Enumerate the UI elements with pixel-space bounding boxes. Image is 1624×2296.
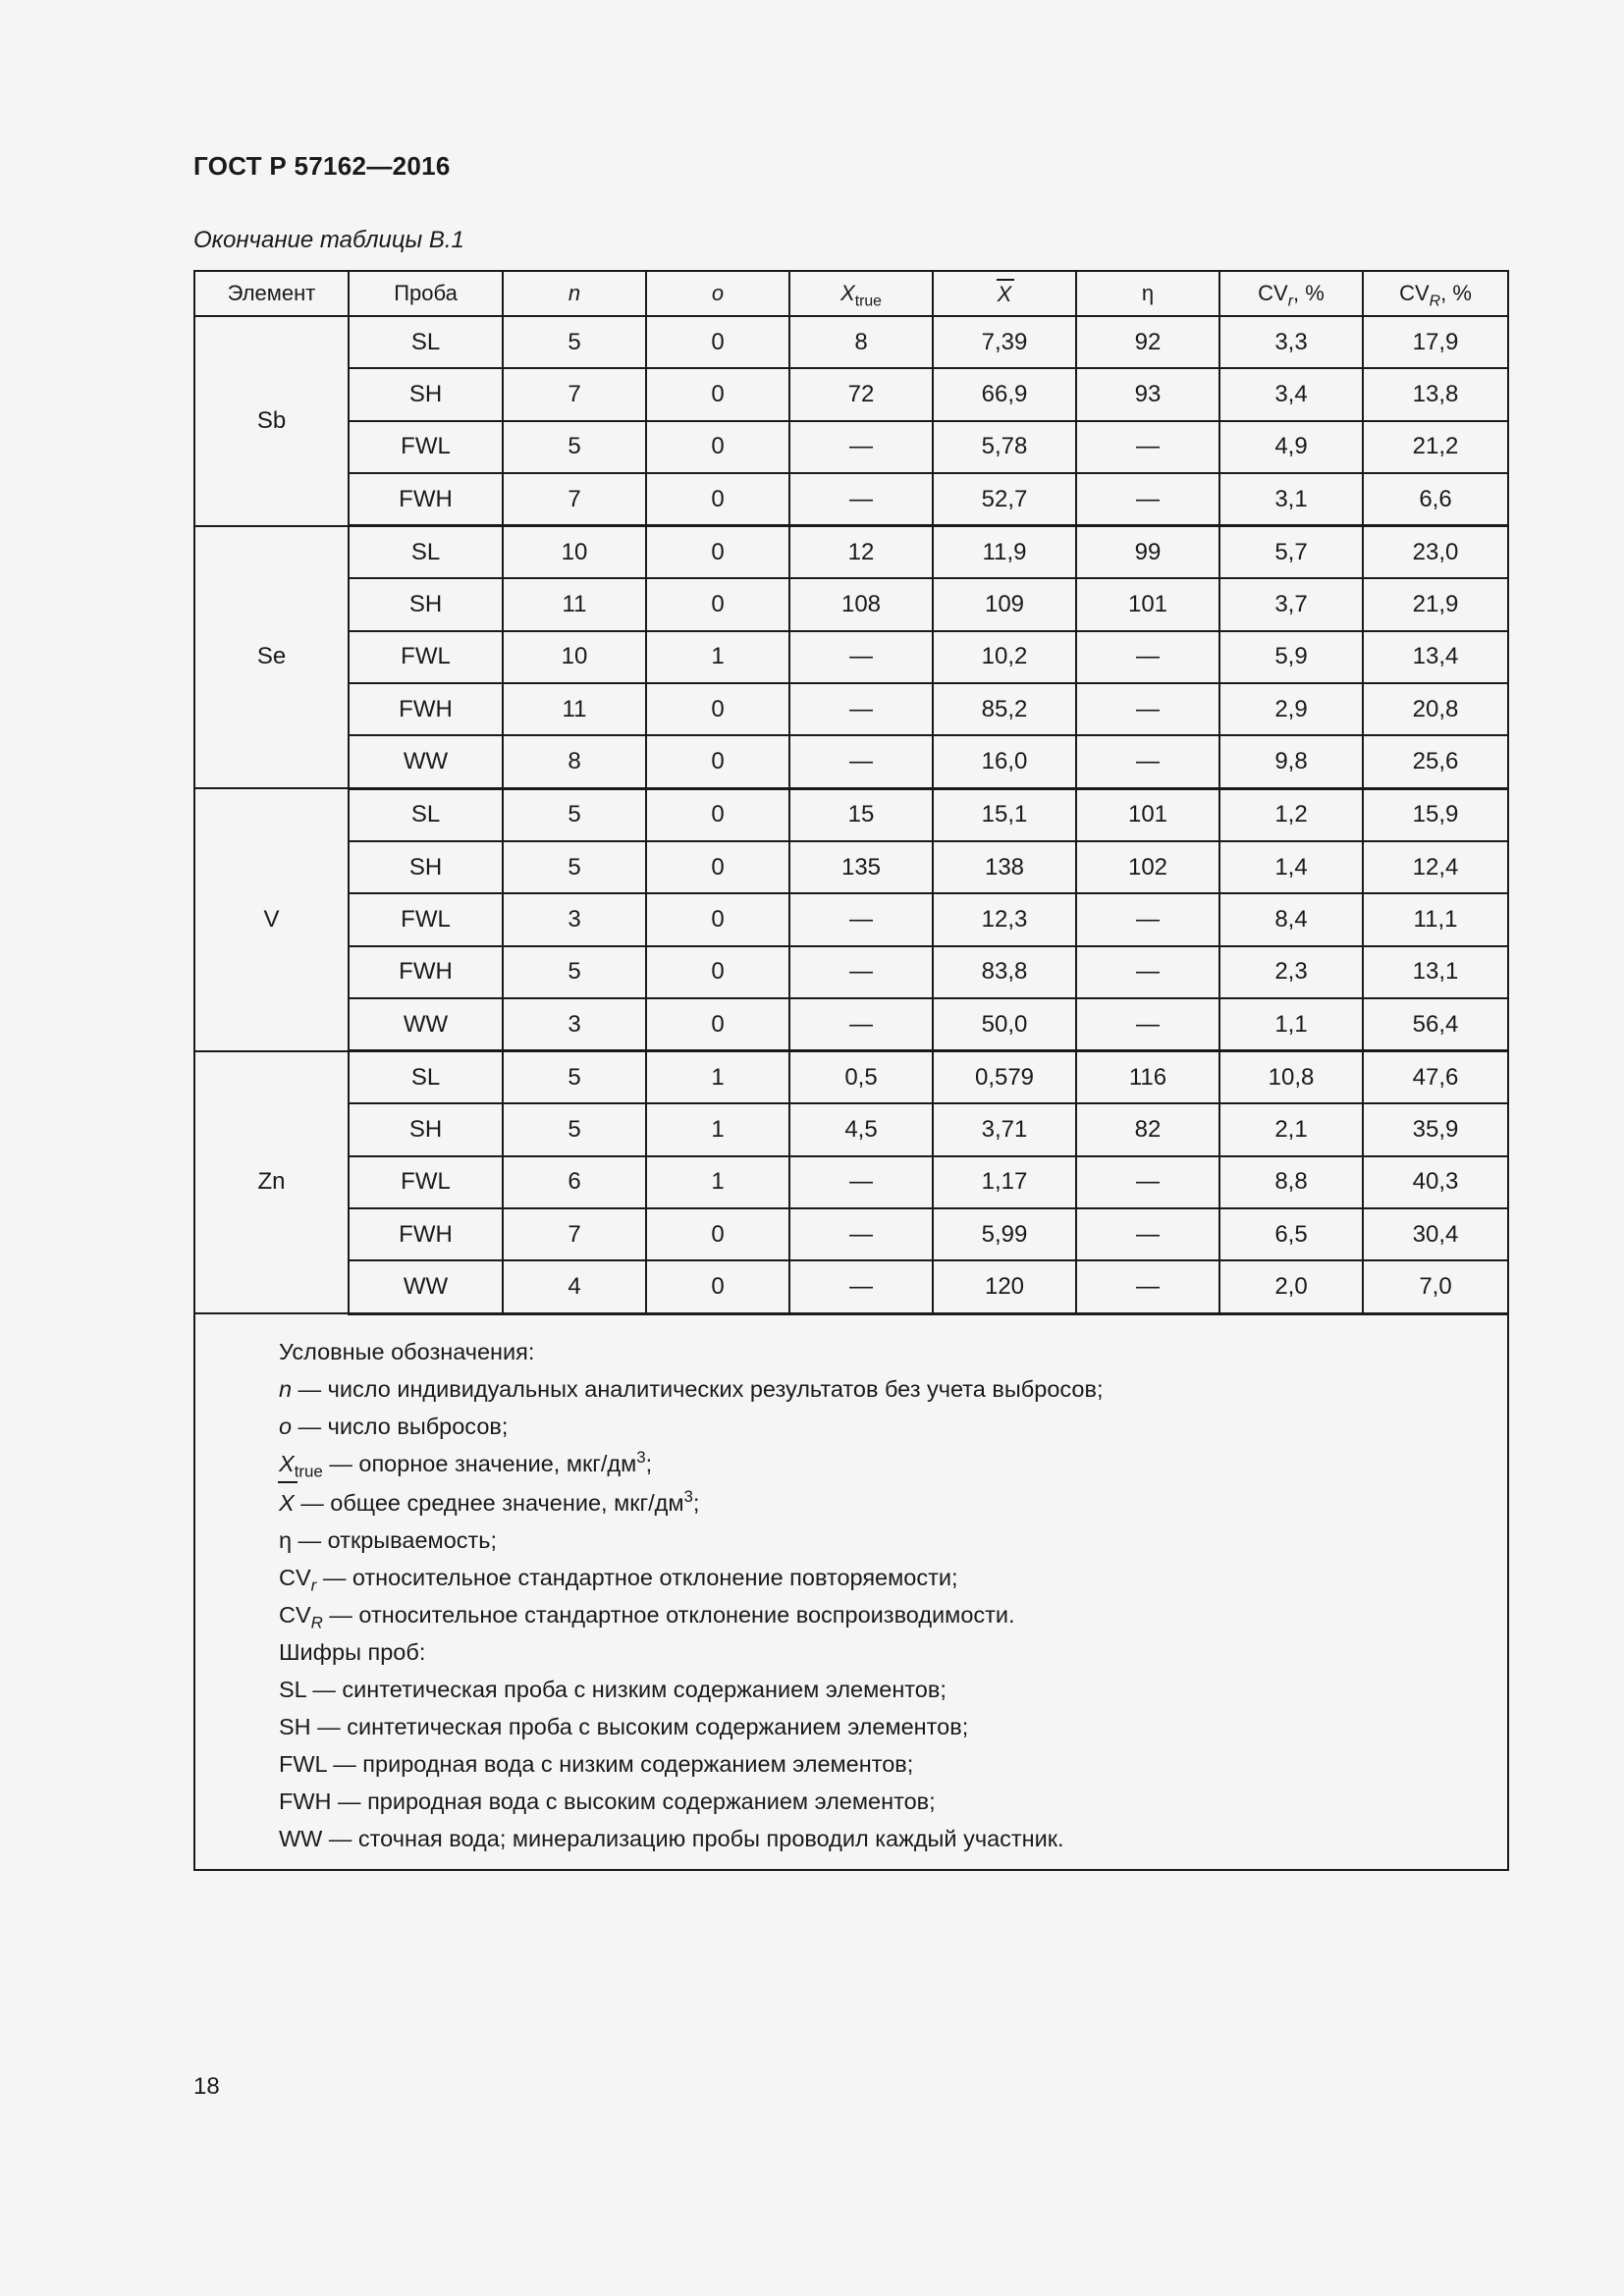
header-xtrue: $X_{true}$: [789, 271, 933, 316]
header-n: n: [503, 271, 646, 316]
header-xbar: X: [933, 271, 1076, 316]
cell-cvr: 3,7: [1219, 578, 1363, 630]
cell-xtrue: —: [789, 946, 933, 998]
cell-sample: SL: [349, 526, 503, 579]
cell-sample: WW: [349, 735, 503, 788]
table-row: [194, 473, 1508, 526]
cell-n: 5: [503, 1103, 646, 1155]
cell-n: 5: [503, 946, 646, 998]
table-body: [194, 316, 1508, 1313]
cell-xbar: 10,2: [933, 631, 1076, 683]
cell-xtrue: 8: [789, 316, 933, 368]
cell-cvR: 15,9: [1363, 788, 1508, 841]
cell-eta: 102: [1076, 841, 1219, 893]
cell-o: 0: [646, 841, 789, 893]
cell-n: 4: [503, 1260, 646, 1313]
cell-eta: —: [1076, 1208, 1219, 1260]
note-eta: η — открываемость;: [279, 1526, 498, 1553]
cell-sample: SH: [349, 368, 503, 420]
cell-eta: —: [1076, 946, 1219, 998]
cell-xtrue: —: [789, 473, 933, 526]
table-row: [194, 683, 1508, 735]
table-row: [194, 526, 1508, 579]
cell-cvr: 3,1: [1219, 473, 1363, 526]
cell-xtrue: 135: [789, 841, 933, 893]
note-cvr: $CV_r$ — относительное стандартное отклонение повторяемости;: [279, 1564, 958, 1595]
cell-xbar: 85,2: [933, 683, 1076, 735]
cell-sample: SH: [349, 841, 503, 893]
table-row: [194, 946, 1508, 998]
table-row: [194, 1260, 1508, 1313]
cell-xbar: 66,9: [933, 368, 1076, 420]
cell-xtrue: 72: [789, 368, 933, 420]
codes-title: Шифры проб:: [279, 1638, 426, 1665]
cell-n: 5: [503, 788, 646, 841]
cell-eta: —: [1076, 893, 1219, 945]
cell-xtrue: —: [789, 998, 933, 1051]
cell-xtrue: —: [789, 893, 933, 945]
cell-cvR: 7,0: [1363, 1260, 1508, 1313]
cell-cvR: 13,4: [1363, 631, 1508, 683]
table-row: [194, 631, 1508, 683]
cell-element: Se: [194, 526, 349, 788]
cell-xbar: 5,99: [933, 1208, 1076, 1260]
cell-sample: SH: [349, 1103, 503, 1155]
cell-eta: 99: [1076, 526, 1219, 579]
cell-sample: SL: [349, 788, 503, 841]
page-number: 18: [193, 2073, 220, 2100]
cell-o: 0: [646, 421, 789, 473]
code-sl: SL — синтетическая проба с низким содержанием элементов;: [279, 1676, 947, 1702]
note-o: o — число выбросов;: [279, 1413, 509, 1439]
cell-xbar: 12,3: [933, 893, 1076, 945]
table-row: [194, 1103, 1508, 1155]
cell-xtrue: 0,5: [789, 1051, 933, 1104]
cell-n: 5: [503, 421, 646, 473]
cell-cvR: 47,6: [1363, 1051, 1508, 1104]
cell-xbar: 0,579: [933, 1051, 1076, 1104]
cell-cvR: 13,1: [1363, 946, 1508, 998]
cell-n: 11: [503, 578, 646, 630]
table-row: [194, 1156, 1508, 1208]
cell-eta: 93: [1076, 368, 1219, 420]
cell-eta: —: [1076, 421, 1219, 473]
cell-cvr: 9,8: [1219, 735, 1363, 788]
cell-sample: WW: [349, 1260, 503, 1313]
table-row: [194, 841, 1508, 893]
note-n: n — число индивидуальных аналитических результатов без учета выбросов;: [279, 1375, 1104, 1402]
cell-n: 7: [503, 1208, 646, 1260]
cell-xtrue: 12: [789, 526, 933, 579]
cell-cvR: 11,1: [1363, 893, 1508, 945]
cell-xtrue: 15: [789, 788, 933, 841]
code-fwh: FWH — природная вода с высоким содержанием элементов;: [279, 1788, 936, 1814]
cell-cvr: 2,3: [1219, 946, 1363, 998]
cell-eta: —: [1076, 631, 1219, 683]
cell-xtrue: —: [789, 421, 933, 473]
cell-o: 0: [646, 735, 789, 788]
cell-xtrue: —: [789, 1208, 933, 1260]
table-row: [194, 788, 1508, 841]
cell-sample: FWL: [349, 1156, 503, 1208]
note-xtrue: $X_{true}$ — опорное значение, мкг/$дм^3$;: [279, 1447, 653, 1481]
cell-sample: SL: [349, 1051, 503, 1104]
cell-o: 0: [646, 368, 789, 420]
cell-xbar: 1,17: [933, 1156, 1076, 1208]
cell-eta: —: [1076, 998, 1219, 1051]
cell-xbar: 109: [933, 578, 1076, 630]
table-row: [194, 421, 1508, 473]
table-row: [194, 893, 1508, 945]
cell-n: 10: [503, 526, 646, 579]
cell-cvr: 10,8: [1219, 1051, 1363, 1104]
cell-eta: —: [1076, 473, 1219, 526]
cell-xbar: 3,71: [933, 1103, 1076, 1155]
cell-o: 0: [646, 578, 789, 630]
cell-cvR: 21,9: [1363, 578, 1508, 630]
table-row: [194, 1051, 1508, 1104]
cell-eta: —: [1076, 1156, 1219, 1208]
cell-sample: FWL: [349, 421, 503, 473]
cell-cvr: 2,0: [1219, 1260, 1363, 1313]
cell-cvR: 40,3: [1363, 1156, 1508, 1208]
cell-n: 5: [503, 1051, 646, 1104]
cell-cvr: 4,9: [1219, 421, 1363, 473]
cell-o: 0: [646, 316, 789, 368]
code-ww: WW — сточная вода; минерализацию пробы проводил каждый участник.: [279, 1825, 1064, 1851]
table-row: [194, 735, 1508, 788]
cell-cvR: 23,0: [1363, 526, 1508, 579]
cell-o: 0: [646, 1208, 789, 1260]
cell-cvr: 1,4: [1219, 841, 1363, 893]
cell-cvR: 35,9: [1363, 1103, 1508, 1155]
cell-cvr: 8,4: [1219, 893, 1363, 945]
header-element: Элемент: [194, 271, 349, 316]
cell-cvR: 20,8: [1363, 683, 1508, 735]
table-row: [194, 1208, 1508, 1260]
cell-cvr: 3,3: [1219, 316, 1363, 368]
cell-sample: FWL: [349, 893, 503, 945]
legend-title: Условные обозначения:: [279, 1338, 535, 1364]
cell-o: 0: [646, 946, 789, 998]
cell-sample: SH: [349, 578, 503, 630]
code-sh: SH — синтетическая проба с высоким содержанием элементов;: [279, 1713, 969, 1739]
cell-xtrue: —: [789, 735, 933, 788]
cell-cvr: 8,8: [1219, 1156, 1363, 1208]
cell-cvR: 25,6: [1363, 735, 1508, 788]
cell-cvr: 5,7: [1219, 526, 1363, 579]
cell-cvr: 6,5: [1219, 1208, 1363, 1260]
notes-row: [194, 1313, 1508, 1870]
cell-element: Zn: [194, 1051, 349, 1313]
cell-cvr: 5,9: [1219, 631, 1363, 683]
cell-cvR: 13,8: [1363, 368, 1508, 420]
cell-xbar: 50,0: [933, 998, 1076, 1051]
cell-element: V: [194, 788, 349, 1050]
cell-sample: FWH: [349, 1208, 503, 1260]
cell-o: 0: [646, 998, 789, 1051]
cell-eta: 101: [1076, 788, 1219, 841]
cell-n: 5: [503, 841, 646, 893]
cell-o: 0: [646, 526, 789, 579]
cell-cvR: 12,4: [1363, 841, 1508, 893]
cell-xbar: 15,1: [933, 788, 1076, 841]
code-fwl: FWL — природная вода с низким содержанием элементов;: [279, 1750, 914, 1777]
cell-xbar: 5,78: [933, 421, 1076, 473]
cell-eta: 116: [1076, 1051, 1219, 1104]
cell-n: 7: [503, 368, 646, 420]
cell-xbar: 52,7: [933, 473, 1076, 526]
cell-eta: —: [1076, 683, 1219, 735]
cell-xtrue: —: [789, 1260, 933, 1313]
cell-n: 8: [503, 735, 646, 788]
cell-sample: FWH: [349, 683, 503, 735]
header-cvR: $CV_R$, %: [1363, 271, 1508, 316]
cell-n: 6: [503, 1156, 646, 1208]
cell-o: 1: [646, 1051, 789, 1104]
cell-xbar: 138: [933, 841, 1076, 893]
cell-cvR: 30,4: [1363, 1208, 1508, 1260]
cell-o: 0: [646, 1260, 789, 1313]
cell-sample: FWL: [349, 631, 503, 683]
cell-eta: 101: [1076, 578, 1219, 630]
cell-cvR: 56,4: [1363, 998, 1508, 1051]
cell-xtrue: 108: [789, 578, 933, 630]
cell-eta: 82: [1076, 1103, 1219, 1155]
cell-cvr: 3,4: [1219, 368, 1363, 420]
table-header-row: [194, 271, 1508, 316]
cell-eta: 92: [1076, 316, 1219, 368]
table-notes: [194, 1313, 1508, 1870]
cell-o: 1: [646, 1103, 789, 1155]
header-o: o: [646, 271, 789, 316]
cell-n: 7: [503, 473, 646, 526]
cell-eta: —: [1076, 1260, 1219, 1313]
table-caption: Окончание таблицы В.1: [193, 227, 464, 253]
cell-o: 1: [646, 631, 789, 683]
cell-sample: FWH: [349, 473, 503, 526]
cell-xbar: 7,39: [933, 316, 1076, 368]
cell-xbar: 11,9: [933, 526, 1076, 579]
cell-n: 11: [503, 683, 646, 735]
cell-cvr: 2,9: [1219, 683, 1363, 735]
results-table: [193, 270, 1509, 1871]
cell-eta: —: [1076, 735, 1219, 788]
cell-n: 10: [503, 631, 646, 683]
table-row: [194, 578, 1508, 630]
cell-o: 0: [646, 473, 789, 526]
header-sample: Проба: [349, 271, 503, 316]
cell-xtrue: 4,5: [789, 1103, 933, 1155]
cell-o: 1: [646, 1156, 789, 1208]
cell-cvr: 1,2: [1219, 788, 1363, 841]
cell-sample: SL: [349, 316, 503, 368]
cell-cvR: 21,2: [1363, 421, 1508, 473]
cell-xtrue: —: [789, 631, 933, 683]
cell-sample: WW: [349, 998, 503, 1051]
table-row: [194, 998, 1508, 1051]
cell-xtrue: —: [789, 1156, 933, 1208]
cell-cvr: 1,1: [1219, 998, 1363, 1051]
cell-o: 0: [646, 893, 789, 945]
cell-sample: FWH: [349, 946, 503, 998]
cell-cvR: 17,9: [1363, 316, 1508, 368]
cell-n: 3: [503, 893, 646, 945]
document-header: ГОСТ Р 57162—2016: [193, 151, 451, 181]
cell-n: 5: [503, 316, 646, 368]
cell-n: 3: [503, 998, 646, 1051]
header-cvr: $CV_r$, %: [1219, 271, 1363, 316]
cell-xbar: 83,8: [933, 946, 1076, 998]
cell-o: 0: [646, 683, 789, 735]
cell-xtrue: —: [789, 683, 933, 735]
cell-xbar: 120: [933, 1260, 1076, 1313]
table-row: [194, 316, 1508, 368]
header-eta: η: [1076, 271, 1219, 316]
note-xbar: X — общее среднее значение, мкг/$дм^3$;: [279, 1482, 1507, 1522]
note-cvR: $CV_R$ — относительное стандартное отклонение воспроизводимости.: [279, 1601, 1015, 1632]
cell-cvR: 6,6: [1363, 473, 1508, 526]
cell-element: Sb: [194, 316, 349, 526]
cell-cvr: 2,1: [1219, 1103, 1363, 1155]
table-row: [194, 368, 1508, 420]
cell-xbar: 16,0: [933, 735, 1076, 788]
cell-o: 0: [646, 788, 789, 841]
